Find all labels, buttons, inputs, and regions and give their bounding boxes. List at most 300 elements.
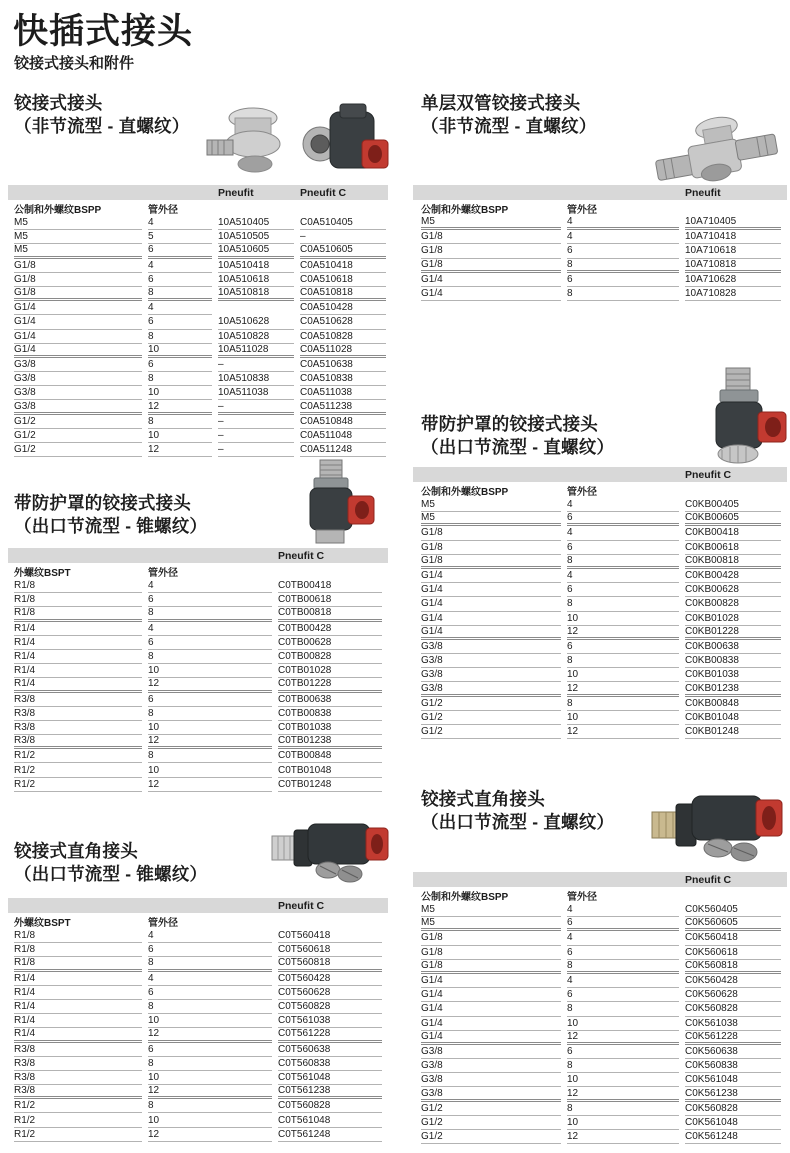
table-row [413,259,787,273]
table-cell: R3/8 [14,1071,142,1085]
table-cell: 4 [567,230,679,244]
table-row [8,330,388,344]
table-cell: 6 [148,358,212,372]
table-cell: C0A510405 [300,216,386,230]
parts-table-double-tube-hinged [413,185,787,301]
table-cell: 6 [148,986,272,1000]
table-row [8,216,388,230]
table-row [8,1071,388,1085]
table-rows [8,929,388,1142]
section-title-double-tube-hinged [421,92,596,138]
brand-col-pneufit: Pneufit [685,186,721,199]
table-cell: – [218,415,294,429]
table-cell: R3/8 [14,707,142,721]
parts-table-hinged-fitting [8,185,388,457]
table-cell: 6 [567,273,679,287]
table-row [8,1043,388,1057]
table-cell: 6 [567,988,679,1002]
table-row [8,636,388,650]
table-cell: 6 [148,315,212,329]
table-cell: G1/4 [421,273,561,287]
table-cell: R1/4 [14,1028,142,1042]
table-cell: G1/2 [421,725,561,739]
table-cell: 4 [148,929,272,943]
table-row [413,640,787,654]
table-cell: C0K560405 [685,903,781,917]
table-cell: 6 [567,244,679,258]
table-row [413,541,787,555]
table-cell: 12 [148,443,212,457]
table-cell: G3/8 [421,682,561,696]
table-cell: C0KB00848 [685,697,781,711]
table-cell: 10A510828 [218,330,294,344]
table-cell: 10A510818 [218,287,294,301]
table-row [8,579,388,593]
table-cell: C0TB01238 [278,735,382,749]
table-cell: G1/4 [421,583,561,597]
table-cell: G1/8 [421,526,561,540]
table-cell: 8 [148,607,272,621]
table-row [8,443,388,457]
table-cell: G1/4 [421,569,561,583]
table-rows [8,216,388,457]
table-cell: G1/4 [14,301,142,315]
table-cell: C0A511028 [300,344,386,358]
table-cell: G3/8 [14,386,142,400]
table-cell: C0A510628 [300,315,386,329]
table-cell: 8 [567,1059,679,1073]
brand-col-pneufit-c: Pneufit C [685,468,732,481]
table-cell: M5 [421,917,561,931]
table-cell: C0K560638 [685,1045,781,1059]
table-row [8,244,388,258]
table-cell: C0A510428 [300,301,386,315]
table-row [413,1059,787,1073]
section-title-line2: （出口节流型 - 锥螺纹） [14,516,208,536]
table-cell: R3/8 [14,721,142,735]
table-row [413,498,787,512]
table-cell: C0KB00818 [685,555,781,569]
table-row [413,569,787,583]
product-photo-inline-double-union [648,106,786,190]
product-photo-right-angle-taper [270,812,390,894]
table-cell: 12 [148,400,212,414]
table-cell: 4 [567,526,679,540]
table-row [8,1085,388,1099]
table-cell: 4 [148,301,212,315]
table-cell: G3/8 [421,654,561,668]
table-cell: R1/8 [14,957,142,971]
table-cell: C0T560828 [278,1000,382,1014]
section-title-hinged-fitting [14,92,189,138]
table-row [413,526,787,540]
table-cell: C0K560838 [685,1059,781,1073]
table-cell: C0A511238 [300,400,386,414]
table-cell: C0T560828 [278,1099,382,1113]
table-row [8,607,388,621]
table-cell: M5 [14,244,142,258]
table-row [413,903,787,917]
table-row [8,1000,388,1014]
table-brand-bar [413,467,787,482]
col-header-tube-od: 管外径 [148,567,178,579]
table-cell: G1/4 [421,626,561,640]
section-title-line2: （出口节流型 - 锥螺纹） [14,864,208,884]
table-cell: 10A510605 [218,244,294,258]
table-cell: 6 [148,1043,272,1057]
section-title-line1: 铰接式接头 [14,93,103,113]
table-row [413,725,787,739]
table-cell: C0TB00618 [278,593,382,607]
table-row [8,358,388,372]
table-cell: C0KB00628 [685,583,781,597]
parts-table-shrouded-hinged-parallel [413,467,787,739]
table-cell: C0TB00638 [278,693,382,707]
table-row [8,230,388,244]
table-row [8,287,388,301]
table-cell: G1/8 [421,555,561,569]
table-row [8,1113,388,1127]
table-cell: 10 [567,1017,679,1031]
table-cell: 10 [567,711,679,725]
section-title-line2: （出口节流型 - 直螺纹） [421,437,615,457]
table-cell: R1/4 [14,972,142,986]
table-cell: 8 [148,957,272,971]
table-row [413,287,787,301]
table-cell: R1/2 [14,778,142,792]
table-cell: R1/8 [14,929,142,943]
table-row [8,664,388,678]
table-cell: G1/2 [421,711,561,725]
table-cell: G1/2 [14,443,142,457]
table-cell: C0KB00638 [685,640,781,654]
section-title-line1: 铰接式直角接头 [14,841,138,861]
section-title-shrouded-hinged-parallel [421,413,614,459]
table-cell: C0A510838 [300,372,386,386]
table-cell: C0A511038 [300,386,386,400]
table-cell: 10A710618 [685,244,781,258]
table-cell: R1/4 [14,986,142,1000]
table-cell: G1/8 [421,259,561,273]
table-cell: C0A511048 [300,429,386,443]
table-cell: G1/4 [421,988,561,1002]
parts-table-shrouded-hinged-taper [8,548,388,792]
table-cell: R1/2 [14,763,142,777]
table-row [413,1073,787,1087]
table-row [8,650,388,664]
table-cell: C0K560605 [685,917,781,931]
table-cell: C0T560618 [278,943,382,957]
table-row [413,654,787,668]
table-cell: G1/4 [14,315,142,329]
table-brand-bar [8,898,388,913]
product-photo-shrouded-elbow-taper [282,458,378,546]
table-cell: 12 [148,1085,272,1099]
table-cell: 8 [567,287,679,301]
table-cell: 12 [567,1130,679,1144]
table-cell: C0TB01048 [278,763,382,777]
table-brand-bar [8,185,388,200]
product-photo-right-angle-parallel [648,786,788,872]
table-row [8,763,388,777]
table-cell: – [218,400,294,414]
table-cell: G1/4 [421,974,561,988]
table-cell: 8 [567,697,679,711]
table-cell: C0KB00418 [685,526,781,540]
col-header-thread: 外螺纹BSPT [14,567,71,579]
table-cell: G3/8 [14,358,142,372]
table-row [8,735,388,749]
table-cell: G1/4 [421,597,561,611]
table-cell: 4 [567,931,679,945]
table-cell: C0KB00605 [685,512,781,526]
table-cell: – [300,230,386,244]
table-row [413,917,787,931]
table-cell: 10A710818 [685,259,781,273]
table-row [413,273,787,287]
table-cell: G1/4 [421,1031,561,1045]
table-row [8,372,388,386]
table-cell: R1/2 [14,1113,142,1127]
section-title-right-angle-parallel [421,788,614,834]
table-cell: 12 [567,725,679,739]
table-cell: C0T561238 [278,1085,382,1099]
table-rows [8,579,388,792]
table-cell: G3/8 [421,640,561,654]
table-cell: C0KB01228 [685,626,781,640]
table-cell: 5 [148,230,212,244]
table-cell: 10 [148,429,212,443]
table-cell: G1/2 [421,1130,561,1144]
table-row [8,315,388,329]
section-title-line1: 单层双管铰接式接头 [421,93,581,113]
brand-col-pneufit-c: Pneufit C [685,873,732,886]
table-row [8,986,388,1000]
table-cell: G1/2 [14,415,142,429]
table-row [8,707,388,721]
table-cell: C0TB01038 [278,721,382,735]
table-cell: C0T560838 [278,1057,382,1071]
table-row [413,512,787,526]
table-cell: C0A510638 [300,358,386,372]
col-header-thread: 公制和外螺纹BSPP [14,204,102,216]
table-cell: C0KB00428 [685,569,781,583]
table-row [413,612,787,626]
brand-col-pneufit: Pneufit [218,186,254,199]
table-row [8,429,388,443]
table-column-headers [8,913,388,929]
table-cell: G3/8 [421,1087,561,1101]
table-cell: 12 [567,1087,679,1101]
col-header-thread: 公制和外螺纹BSPP [421,891,509,903]
table-cell: 8 [148,1000,272,1014]
table-cell: 4 [567,903,679,917]
table-cell: 12 [148,1028,272,1042]
table-row [413,1031,787,1045]
table-row [413,1045,787,1059]
table-cell: G1/2 [421,1102,561,1116]
table-row [8,1028,388,1042]
table-cell: R3/8 [14,735,142,749]
table-cell: 12 [567,626,679,640]
table-rows [413,216,787,301]
table-cell: C0TB00848 [278,749,382,763]
table-cell: C0K560828 [685,1102,781,1116]
table-cell: G1/2 [421,697,561,711]
table-cell: 8 [148,372,212,386]
table-cell: C0A510828 [300,330,386,344]
table-cell: G3/8 [421,1045,561,1059]
table-cell: C0T560638 [278,1043,382,1057]
table-cell: C0TB00418 [278,579,382,593]
section-title-shrouded-hinged-taper [14,492,207,538]
table-cell: 4 [567,216,679,230]
table-cell: 6 [567,512,679,526]
table-cell: 10A710405 [685,216,781,230]
table-row [413,1002,787,1016]
brand-col-pneufit-c: Pneufit C [278,899,325,912]
table-cell: 8 [148,415,212,429]
brand-col-pneufit-c: Pneufit C [278,549,325,562]
table-row [8,1014,388,1028]
table-cell: 8 [148,749,272,763]
table-row [8,1057,388,1071]
table-cell: C0K560628 [685,988,781,1002]
table-cell: 8 [148,1057,272,1071]
table-row [8,678,388,692]
table-cell: C0TB00628 [278,636,382,650]
table-cell: 12 [148,735,272,749]
table-cell: C0KB01048 [685,711,781,725]
table-cell: G1/8 [14,273,142,287]
table-cell: 4 [567,569,679,583]
table-row [413,230,787,244]
table-row [413,597,787,611]
table-cell: 8 [148,1099,272,1113]
table-column-headers [8,200,388,216]
table-row [413,668,787,682]
table-cell: C0TB00818 [278,607,382,621]
table-cell: 6 [567,917,679,931]
table-column-headers [413,200,787,216]
table-cell: R1/8 [14,579,142,593]
table-cell: C0TB00428 [278,622,382,636]
table-cell: G1/8 [421,931,561,945]
table-cell: 4 [567,498,679,512]
table-brand-bar [8,548,388,563]
table-cell: C0TB01028 [278,664,382,678]
table-cell: R3/8 [14,1057,142,1071]
table-cell: 8 [567,597,679,611]
table-row [8,622,388,636]
table-cell: C0TB01228 [278,678,382,692]
table-cell: 6 [148,943,272,957]
table-cell: R1/2 [14,1099,142,1113]
table-cell: R1/4 [14,678,142,692]
table-cell: 10 [148,1113,272,1127]
table-cell: 10A510505 [218,230,294,244]
table-cell: C0T561248 [278,1128,382,1142]
table-row [413,244,787,258]
table-row [413,1130,787,1144]
table-cell: C0T561048 [278,1113,382,1127]
table-cell: 8 [567,654,679,668]
table-cell: 10A511038 [218,386,294,400]
table-cell: 10 [148,386,212,400]
table-cell: C0K560828 [685,1002,781,1016]
parts-table-right-angle-taper [8,898,388,1142]
table-cell: G3/8 [421,1059,561,1073]
table-row [8,721,388,735]
table-cell: R1/8 [14,607,142,621]
product-photo-metal-banjo-elbow [203,104,295,184]
table-cell: 10 [148,1071,272,1085]
table-cell: C0K561048 [685,1116,781,1130]
table-row [413,988,787,1002]
table-cell: 10A710628 [685,273,781,287]
table-cell: 10 [567,612,679,626]
product-photo-shrouded-elbow-parallel [686,366,788,464]
table-row [8,929,388,943]
page-subtitle: 铰接式接头和附件 [14,55,135,72]
table-cell: R1/4 [14,650,142,664]
table-cell: 6 [148,693,272,707]
table-cell: G1/8 [421,946,561,960]
table-row [413,583,787,597]
table-cell: C0A511248 [300,443,386,457]
table-row [8,259,388,273]
table-cell: C0TB00828 [278,650,382,664]
table-cell: 8 [567,259,679,273]
product-photo-black-banjo-elbow [298,102,390,186]
table-cell: 8 [148,330,212,344]
section-title-line2: （出口节流型 - 直螺纹） [421,812,615,832]
table-cell: G3/8 [421,1073,561,1087]
table-cell: C0T561038 [278,1014,382,1028]
table-cell: C0T560628 [278,986,382,1000]
table-cell: G3/8 [14,400,142,414]
table-cell: G1/4 [14,330,142,344]
table-cell: R1/4 [14,1000,142,1014]
table-cell: 6 [567,946,679,960]
table-cell: 10A510405 [218,216,294,230]
table-row [8,749,388,763]
parts-table-right-angle-parallel [413,872,787,1144]
col-header-tube-od: 管外径 [148,204,178,216]
table-cell [218,301,294,315]
table-cell: 8 [148,650,272,664]
section-title-line2: （非节流型 - 直螺纹） [421,116,597,136]
page-title: 快插式接头 [13,12,194,51]
table-cell: C0K560428 [685,974,781,988]
table-cell: 12 [567,1031,679,1045]
table-column-headers [8,563,388,579]
table-cell: 8 [567,960,679,974]
brand-col-pneufit-c: Pneufit C [300,186,347,199]
table-cell: M5 [421,216,561,230]
table-cell: C0K560818 [685,960,781,974]
table-cell: G3/8 [421,668,561,682]
table-cell: C0KB01248 [685,725,781,739]
table-cell: 6 [148,244,212,258]
table-cell: G1/2 [421,1116,561,1130]
table-row [413,626,787,640]
table-cell: 4 [148,579,272,593]
col-header-thread: 外螺纹BSPT [14,917,71,929]
table-cell: C0TB00838 [278,707,382,721]
table-row [8,415,388,429]
table-cell: G1/8 [421,960,561,974]
